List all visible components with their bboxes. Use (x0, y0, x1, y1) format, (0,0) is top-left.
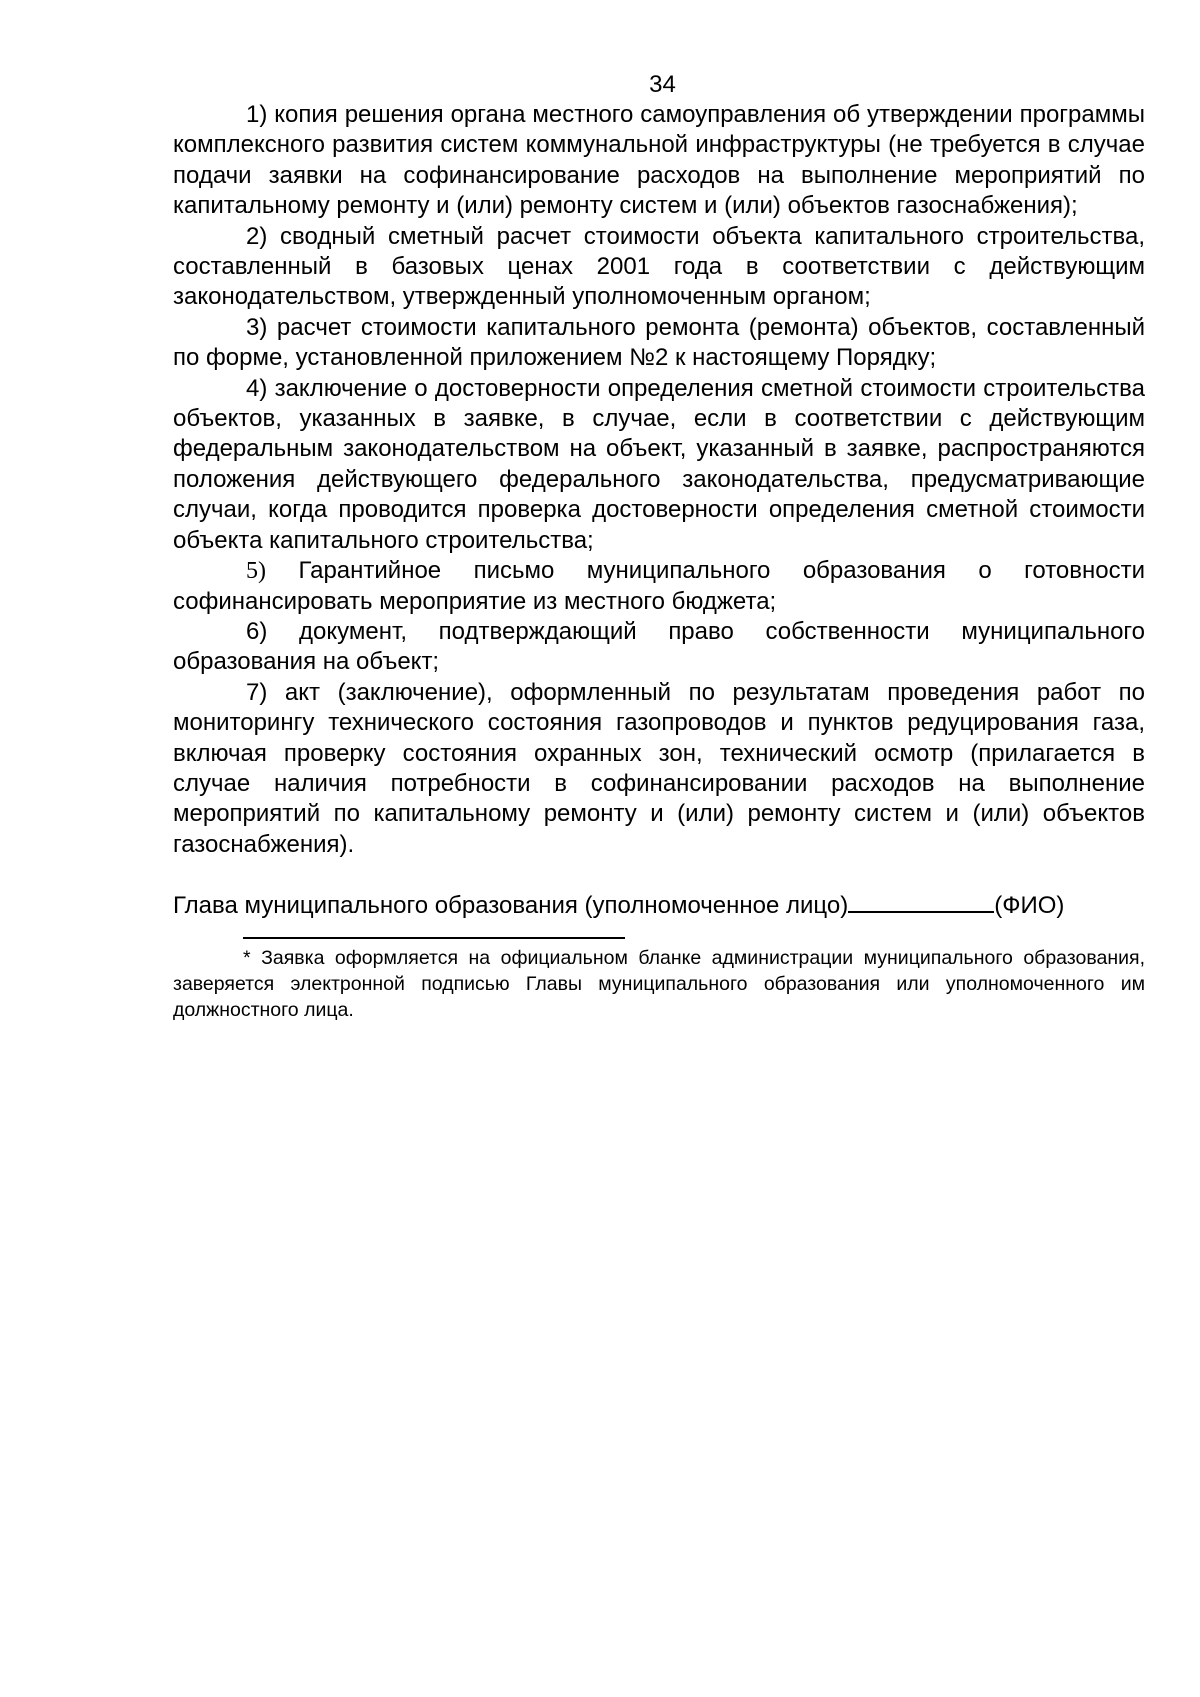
list-item-1: 1) копия решения органа местного самоуправления об утверждении программы комплексного развития систем коммунальной инфраструктуры (не требуется в случае подачи заявки на софинансирование расходов на выполнение мероприятий по капитальному ремонту и (или) ремонту систем и (или) объектов газоснабжения); (173, 101, 1145, 220)
list-item-5-number: 5) (246, 558, 266, 585)
list-item-5 (173, 556, 1145, 617)
document-body (173, 100, 1145, 1023)
signature-label: Глава муниципального образования (уполномоченное лицо) (173, 892, 849, 920)
signature-blank (848, 891, 994, 913)
signature-suffix: (ФИО) (994, 892, 1065, 920)
signature-line (173, 891, 1145, 921)
list-item-2: 2) сводный сметный расчет стоимости объекта капитального строительства, составленный в базовых ценах 2001 года в соответствии с действующим законодательством, утвержденный уполномоченным органом; (173, 222, 1145, 311)
list-item-3: 3) расчет стоимости капитального ремонта (ремонта) объектов, составленный по форме, установленной приложением №2 к настоящему Порядку; (173, 313, 1145, 372)
footnote-marker: * (243, 947, 251, 970)
footnote (173, 945, 1145, 1023)
list-item-7: 7) акт (заключение), оформленный по результатам проведения работ по мониторингу технического состояния газопроводов и пунктов редуцирования газа, включая проверку состояния охранных зон, технический осмотр (прилагается в случае наличия потребности в софинансировании расходов на выполнение мероприятий по капитальному ремонту и (или) ремонту систем и (или) объектов газоснабжения). (173, 678, 1145, 858)
footnote-text: Заявка оформляется на официальном бланке администрации муниципального образования, заверяется электронной подписью Главы муниципального образования или уполномоченного им должностного лица. (173, 947, 1145, 1022)
list-item-5-text: Гарантийное письмо муниципального образования о готовности софинансировать мероприятие из местного бюджета; (173, 557, 1146, 615)
page-number: 34 (649, 71, 676, 98)
list-item-4: 4) заключение о достоверности определения сметной стоимости строительства объектов, указанных в заявке, в случае, если в соответствии с действующим федеральным законодательством на объект, указанный в заявке, распространяются положения действующего федерального законодательства, предусматривающие случаи, когда проводится проверка достоверности определения сметной стоимости объекта капитального строительства; (173, 374, 1145, 554)
footnote-separator (243, 937, 625, 939)
list-item-6: 6) документ, подтверждающий право собственности муниципального образования на объект; (173, 617, 1145, 676)
